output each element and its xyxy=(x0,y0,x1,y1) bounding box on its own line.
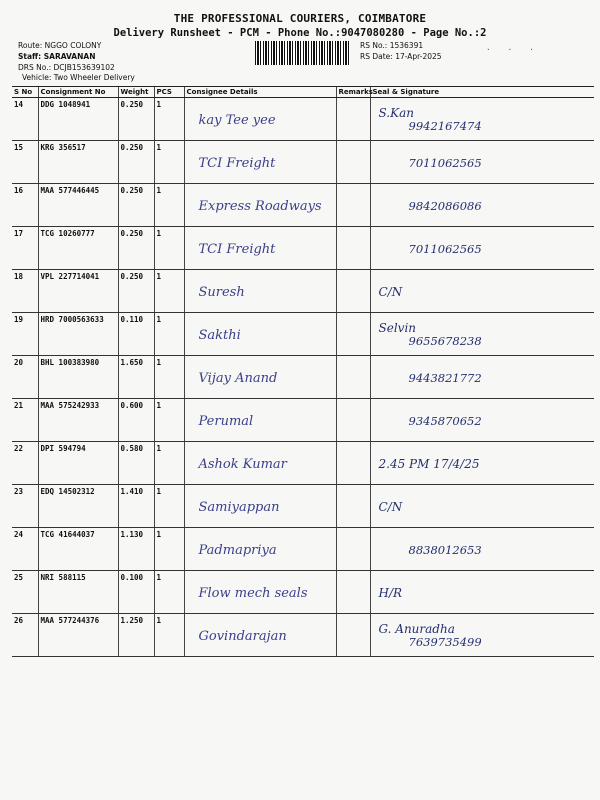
cell-consignment: KRG 356517 xyxy=(38,141,118,184)
cell-weight: 1.130 xyxy=(118,528,154,571)
table-row xyxy=(12,313,594,356)
cell-consignment: HRD 7000563633 xyxy=(38,313,118,356)
cell-remarks xyxy=(336,571,370,614)
cell-weight: 0.250 xyxy=(118,184,154,227)
cell-remarks xyxy=(336,442,370,485)
table-row xyxy=(12,528,594,571)
cell-sno: 23 xyxy=(12,485,38,528)
cell-consignee: TCI Freight xyxy=(184,227,336,270)
col-remarks-header: Remarks xyxy=(336,87,370,98)
table-row xyxy=(12,442,594,485)
cell-pcs: 1 xyxy=(154,485,184,528)
cell-pcs: 1 xyxy=(154,98,184,141)
cell-weight: 0.250 xyxy=(118,141,154,184)
cell-sno: 19 xyxy=(12,313,38,356)
cell-weight: 1.410 xyxy=(118,485,154,528)
cell-remarks xyxy=(336,141,370,184)
cell-remarks xyxy=(336,528,370,571)
cell-sno: 22 xyxy=(12,442,38,485)
table-row xyxy=(12,399,594,442)
cell-signature xyxy=(370,356,594,399)
runsheet-subtitle: Delivery Runsheet - PCM - Phone No.:9047080280 - Page No.:2 xyxy=(113,27,487,39)
cell-weight: 0.580 xyxy=(118,442,154,485)
cell-weight: 1.650 xyxy=(118,356,154,399)
cell-signature xyxy=(370,399,594,442)
col-weight-header: Weight xyxy=(118,87,154,98)
cell-weight: 0.100 xyxy=(118,571,154,614)
cell-consignee: Vijay Anand xyxy=(184,356,336,399)
signature-phone: 9842086086 xyxy=(408,198,482,213)
cell-pcs: 1 xyxy=(154,184,184,227)
delivery-table xyxy=(12,86,594,657)
table-row xyxy=(12,227,594,270)
barcode-image xyxy=(255,41,350,65)
cell-sno: 21 xyxy=(12,399,38,442)
col-consignee-header: Consignee Details xyxy=(184,87,336,98)
cell-weight: 0.110 xyxy=(118,313,154,356)
cell-signature xyxy=(370,98,594,141)
table-header-row xyxy=(12,87,594,98)
cell-signature xyxy=(370,227,594,270)
cell-sno: 20 xyxy=(12,356,38,399)
cell-consignment: DPI 594794 xyxy=(38,442,118,485)
cell-weight: 0.600 xyxy=(118,399,154,442)
signature-phone: 9655678238 xyxy=(408,334,482,348)
table-row xyxy=(12,270,594,313)
cell-sno: 25 xyxy=(12,571,38,614)
cell-signature xyxy=(370,184,594,227)
cell-sno: 26 xyxy=(12,614,38,657)
signature-phone: 9443821772 xyxy=(408,370,482,385)
signature-name: S.Kan xyxy=(378,106,414,120)
cell-signature xyxy=(370,614,594,657)
signature-name: G. Anuradha xyxy=(378,622,455,636)
cell-consignment: MAA 575242933 xyxy=(38,399,118,442)
cell-pcs: 1 xyxy=(154,141,184,184)
cell-consignee: Samiyappan xyxy=(184,485,336,528)
cell-consignee: Suresh xyxy=(184,270,336,313)
cell-sno: 16 xyxy=(12,184,38,227)
signature-phone: 7011062565 xyxy=(408,155,482,170)
signature-name: C/N xyxy=(378,284,403,299)
signature-name: H/R xyxy=(378,585,403,600)
cell-weight: 0.250 xyxy=(118,98,154,141)
signature-name: 2.45 PM 17/4/25 xyxy=(378,456,480,471)
cell-consignee: Sakthi xyxy=(184,313,336,356)
cell-consignee: Govindarajan xyxy=(184,614,336,657)
cell-pcs: 1 xyxy=(154,356,184,399)
cell-signature xyxy=(370,485,594,528)
company-title: THE PROFESSIONAL COURIERS, COIMBATORE xyxy=(173,12,427,25)
cell-sno: 15 xyxy=(12,141,38,184)
cell-pcs: 1 xyxy=(154,571,184,614)
signature-phone: 7639735499 xyxy=(408,635,482,649)
col-sno-header: S No xyxy=(12,87,38,98)
signature-phone: 8838012653 xyxy=(408,542,482,557)
drs-number: DRS No.: DCJB153639102 xyxy=(18,63,115,72)
cell-signature xyxy=(370,270,594,313)
cell-sno: 24 xyxy=(12,528,38,571)
cell-pcs: 1 xyxy=(154,614,184,657)
cell-remarks xyxy=(336,227,370,270)
table-row xyxy=(12,98,594,141)
table-row xyxy=(12,485,594,528)
cell-remarks xyxy=(336,98,370,141)
cell-signature xyxy=(370,442,594,485)
cell-sno: 18 xyxy=(12,270,38,313)
cell-remarks xyxy=(336,356,370,399)
cell-pcs: 1 xyxy=(154,399,184,442)
cell-consignment: EDQ 14502312 xyxy=(38,485,118,528)
cell-pcs: 1 xyxy=(154,442,184,485)
route-label: Route: NGGO COLONY xyxy=(18,41,102,50)
cell-remarks xyxy=(336,184,370,227)
cell-consignment: DDG 1048941 xyxy=(38,98,118,141)
cell-remarks xyxy=(336,270,370,313)
table-row xyxy=(12,184,594,227)
cell-sno: 14 xyxy=(12,98,38,141)
cell-consignee: Ashok Kumar xyxy=(184,442,336,485)
cell-weight: 0.250 xyxy=(118,227,154,270)
cell-pcs: 1 xyxy=(154,313,184,356)
cell-consignee: Flow mech seals xyxy=(184,571,336,614)
cell-consignee: Padmapriya xyxy=(184,528,336,571)
staff-label: Staff: SARAVANAN xyxy=(18,52,96,61)
table-row xyxy=(12,356,594,399)
cell-remarks xyxy=(336,399,370,442)
cell-consignment: MAA 577446445 xyxy=(38,184,118,227)
cell-signature xyxy=(370,313,594,356)
cell-consignee: kay Tee yee xyxy=(184,98,336,141)
cell-remarks xyxy=(336,485,370,528)
cell-remarks xyxy=(336,313,370,356)
cell-consignee: Perumal xyxy=(184,399,336,442)
cell-consignment: BHL 100383980 xyxy=(38,356,118,399)
cell-consignment: TCG 41644037 xyxy=(38,528,118,571)
signature-phone: 7011062565 xyxy=(408,241,482,256)
cell-consignment: MAA 577244376 xyxy=(38,614,118,657)
cell-pcs: 1 xyxy=(154,227,184,270)
table-row xyxy=(12,614,594,657)
cell-pcs: 1 xyxy=(154,270,184,313)
cell-consignment: TCG 10260777 xyxy=(38,227,118,270)
cell-signature xyxy=(370,571,594,614)
cell-pcs: 1 xyxy=(154,528,184,571)
signature-name: Selvin xyxy=(378,321,417,335)
cell-remarks xyxy=(336,614,370,657)
cell-consignee: Express Roadways xyxy=(184,184,336,227)
cell-weight: 0.250 xyxy=(118,270,154,313)
signature-phone: 9345870652 xyxy=(408,413,482,428)
cell-weight: 1.250 xyxy=(118,614,154,657)
col-signature-header: Seal & Signature xyxy=(370,87,594,98)
table-row xyxy=(12,141,594,184)
scan-specks: · · · xyxy=(485,45,540,54)
cell-signature xyxy=(370,141,594,184)
cell-signature xyxy=(370,528,594,571)
cell-sno: 17 xyxy=(12,227,38,270)
table-row xyxy=(12,571,594,614)
cell-consignment: VPL 227714041 xyxy=(38,270,118,313)
signature-name: C/N xyxy=(378,499,403,514)
rs-date: RS Date: 17-Apr-2025 xyxy=(360,52,442,61)
rs-number: RS No.: 1536391 xyxy=(360,41,424,50)
cell-consignment: NRI 588115 xyxy=(38,571,118,614)
col-consignment-header: Consignment No xyxy=(38,87,118,98)
col-pcs-header: PCS xyxy=(154,87,184,98)
cell-consignee: TCI Freight xyxy=(184,141,336,184)
signature-phone: 9942167474 xyxy=(408,119,482,133)
vehicle-label: Vehicle: Two Wheeler Delivery xyxy=(22,73,135,82)
